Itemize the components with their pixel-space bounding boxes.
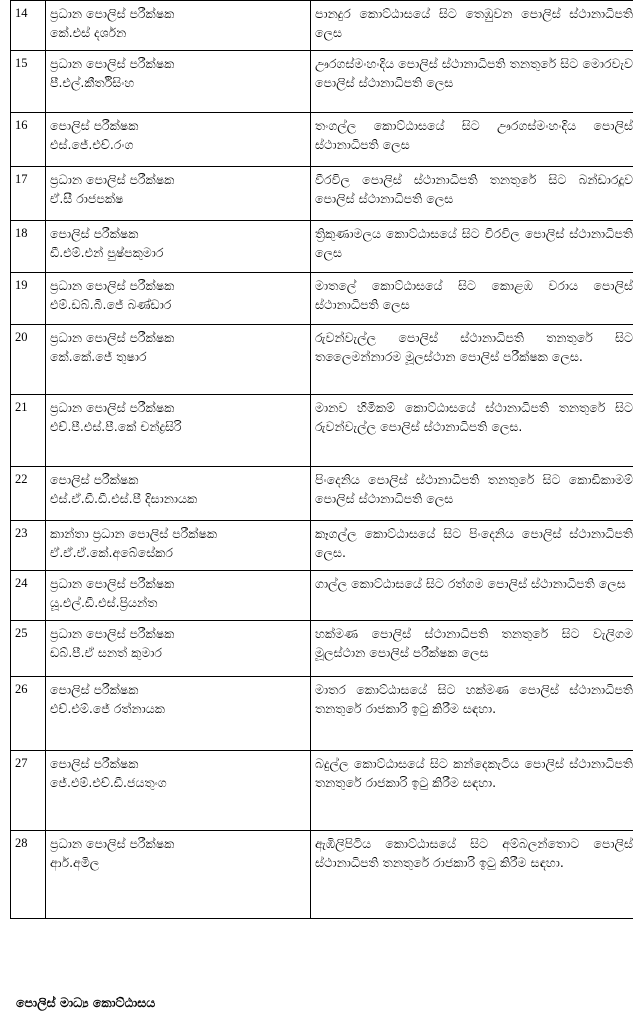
officer-name: එච්.එම්.ජේ රත්නායක — [50, 701, 165, 716]
posting-details — [311, 167, 633, 221]
table-row — [11, 395, 633, 467]
table-row — [11, 113, 633, 167]
table-row — [11, 467, 633, 521]
row-number: 23 — [11, 521, 46, 571]
row-number: 25 — [11, 621, 46, 677]
posting-details — [311, 831, 633, 919]
posting-text: බදුල්ල කොට්ඨාසයේ සිට කන්දෙකැටිය පොලිස් ස්ථානාධිපති තනතුරේ රාජකාරි ඉටු කිරීම සඳහා. — [315, 756, 633, 790]
transfer-table — [10, 0, 633, 919]
row-number: 27 — [11, 751, 46, 831]
posting-text: ඇඹිලිපිටිය කොට්ඨාසයේ සිට අම්බලන්තොට පොලිස් ස්ථානාධිපති තනතුරේ රාජකාරි ඉටු කිරීම සඳහා. — [315, 836, 633, 870]
officer-name: එස්.ජේ.එච්.රංග — [50, 137, 134, 152]
officer-name: කේ.එස් දර්ශන — [50, 25, 127, 40]
officer-rank: පොලිස් පරීක්ෂක — [50, 226, 139, 241]
posting-details — [311, 467, 633, 521]
posting-text: තංගල්ල කොට්ඨාසයේ සිට ඌරගස්මංහංදිය පොලිස් ස්ථානාධිපති ලෙස — [315, 118, 633, 152]
officer-cell — [46, 751, 311, 831]
posting-details — [311, 51, 633, 113]
table-row — [11, 273, 633, 325]
officer-rank: ප්‍රධාන පොලිස් පරීක්ෂක — [50, 56, 175, 71]
posting-details — [311, 571, 633, 621]
table-row — [11, 571, 633, 621]
posting-text: මාතර කොට්ඨාසයේ සිට හක්මණ පොලිස් ස්ථානාධිපති තනතුරේ රාජකාරි ඉටු කිරීම සඳහා. — [315, 682, 633, 716]
officer-cell — [46, 467, 311, 521]
officer-name: ඒ.සී රාජපක්ෂ — [50, 191, 124, 206]
officer-rank: ප්‍රධාන පොලිස් පරීක්ෂක — [50, 330, 175, 345]
officer-cell — [46, 221, 311, 273]
posting-details — [311, 221, 633, 273]
posting-details — [311, 677, 633, 751]
officer-rank: ප්‍රධාන පොලිස් පරීක්ෂක — [50, 172, 175, 187]
row-number: 21 — [11, 395, 46, 467]
posting-text: හක්මණ පොලිස් ස්ථානාධිපති තනතුරේ සිට වැලිගම මූලස්ථාන පොලිස් පරීක්ෂක ලෙස — [315, 626, 633, 660]
table-row — [11, 621, 633, 677]
officer-name: ආර්.අමිල — [50, 855, 100, 870]
row-number: 19 — [11, 273, 46, 325]
officer-name: ඩබ්.පී.ඒ සනත් කුමාර — [50, 645, 162, 660]
table-row — [11, 167, 633, 221]
officer-cell — [46, 621, 311, 677]
officer-cell — [46, 167, 311, 221]
posting-details — [311, 325, 633, 395]
posting-details — [311, 113, 633, 167]
officer-cell — [46, 51, 311, 113]
officer-rank: කාන්තා ප්‍රධාන පොලිස් පරීක්ෂක — [50, 526, 217, 541]
officer-cell — [46, 1, 311, 51]
officer-name: පී.එල්.කීර්තිසිංහ — [50, 75, 135, 90]
officer-rank: ප්‍රධාන පොලිස් පරීක්ෂක — [50, 6, 175, 21]
posting-text: මාතලේ කොට්ඨාසයේ සිට කොළඹ වරාය පොලිස් ස්ථානාධිපති ලෙස — [315, 278, 633, 312]
officer-cell — [46, 831, 311, 919]
officer-cell — [46, 571, 311, 621]
table-row — [11, 521, 633, 571]
officer-cell — [46, 113, 311, 167]
posting-text: ඌරගස්මංහංදිය පොලිස් ස්ථානාධිපති තනතුරේ සිට මොරවැව පොලිස් ස්ථානාධිපති ලෙස — [315, 56, 633, 90]
posting-details — [311, 395, 633, 467]
posting-text: වීරවිල පොලිස් ස්ථානාධිපති තනතුරේ සිට බන්ඩාරදූව පොලිස් ස්ථානාධිපති ලෙස — [315, 172, 633, 206]
table-row — [11, 831, 633, 919]
table-row — [11, 677, 633, 751]
officer-cell — [46, 677, 311, 751]
posting-details — [311, 621, 633, 677]
officer-cell — [46, 395, 311, 467]
row-number: 26 — [11, 677, 46, 751]
officer-name: යූ.එල්.ඩී.එස්.ප්‍රියන්ත — [50, 595, 158, 610]
posting-text: රුවන්වැල්ල පොලිස් ස්ථානාධිපති තනතුරේ සිට තලෛමන්නාරම මූලස්ථාන පොලිස් පරීක්ෂක ලෙස. — [315, 330, 633, 364]
posting-text: ත්‍රිකුණාමලය කොට්ඨාසයේ සිට වීරවිල පොලිස් ස්ථානාධිපති ලෙස — [315, 226, 633, 260]
officer-rank: පොලිස් පරීක්ෂක — [50, 682, 139, 697]
officer-rank: ප්‍රධාන පොලිස් පරීක්ෂක — [50, 278, 175, 293]
officer-name: ජේ.එම්.එච්.ඩී.ජයතුංග — [50, 775, 167, 790]
officer-name: කේ.කේ.ජේ තුෂාර — [50, 349, 147, 364]
table-row — [11, 221, 633, 273]
officer-rank: පොලිස් පරීක්ෂක — [50, 756, 139, 771]
posting-text: පානදුර කොට්ඨාසයේ සිට තෙඹුවන පොලිස් ස්ථානාධිපති ලෙස — [315, 6, 633, 40]
row-number: 20 — [11, 325, 46, 395]
officer-rank: ප්‍රධාන පොලිස් පරීක්ෂක — [50, 576, 175, 591]
row-number: 22 — [11, 467, 46, 521]
posting-details — [311, 751, 633, 831]
posting-text: මානව හිමිකම් කොට්ඨාසයේ ස්ථානාධිපති තනතුරේ සිට රුවන්වැල්ල පොලිස් ස්ථානාධිපති ලෙස. — [315, 400, 633, 434]
posting-text: ගාල්ල කොට්ඨාසයේ සිට රත්ගම පොලිස් ස්ථානාධිපති ලෙස — [315, 576, 626, 591]
row-number: 24 — [11, 571, 46, 621]
table-row — [11, 51, 633, 113]
row-number: 17 — [11, 167, 46, 221]
officer-cell — [46, 273, 311, 325]
officer-name: ඩී.එම්.එන් පුෂ්පකුමාර — [50, 245, 164, 260]
footer-signature: පොලිස් මාධ්‍ය කොට්ඨාසය — [16, 995, 156, 1010]
row-number: 14 — [11, 1, 46, 51]
posting-details — [311, 273, 633, 325]
officer-cell — [46, 325, 311, 395]
officer-rank: ප්‍රධාන පොලිස් පරීක්ෂක — [50, 836, 175, 851]
officer-rank: ප්‍රධාන පොලිස් පරීක්ෂක — [50, 400, 175, 415]
officer-name: එස්.ඒ.ඩී.ඩී.එස්.පී දිසානායක — [50, 491, 198, 506]
officer-name: එච්.පී.එස්.පී.කේ චන්ද්‍රසිරි — [50, 419, 182, 434]
officer-rank: පොලිස් පරීක්ෂක — [50, 472, 139, 487]
table-row — [11, 1, 633, 51]
row-number: 15 — [11, 51, 46, 113]
table-row — [11, 325, 633, 395]
posting-details — [311, 521, 633, 571]
posting-text: කෑගල්ල කොට්ඨාසයේ සිට පිංදෙනිය පොලිස් ස්ථානාධිපති ලෙස. — [315, 526, 633, 560]
row-number: 16 — [11, 113, 46, 167]
officer-name: ඒ.ඒ.ඒ.කේ.අබේසේකර — [50, 545, 173, 560]
officer-name: එම්.ඩබ්.බී.ජේ බණ්ඩාර — [50, 297, 172, 312]
posting-text: පිංදෙනිය පොලිස් ස්ථානාධිපති තනතුරේ සිට කොඩිකාමම් පොලිස් ස්ථානාධිපති ලෙස — [315, 472, 633, 506]
row-number: 18 — [11, 221, 46, 273]
table-row — [11, 751, 633, 831]
posting-details — [311, 1, 633, 51]
row-number: 28 — [11, 831, 46, 919]
officer-rank: පොලිස් පරීක්ෂක — [50, 118, 139, 133]
officer-cell — [46, 521, 311, 571]
officer-rank: ප්‍රධාන පොලිස් පරීක්ෂක — [50, 626, 175, 641]
